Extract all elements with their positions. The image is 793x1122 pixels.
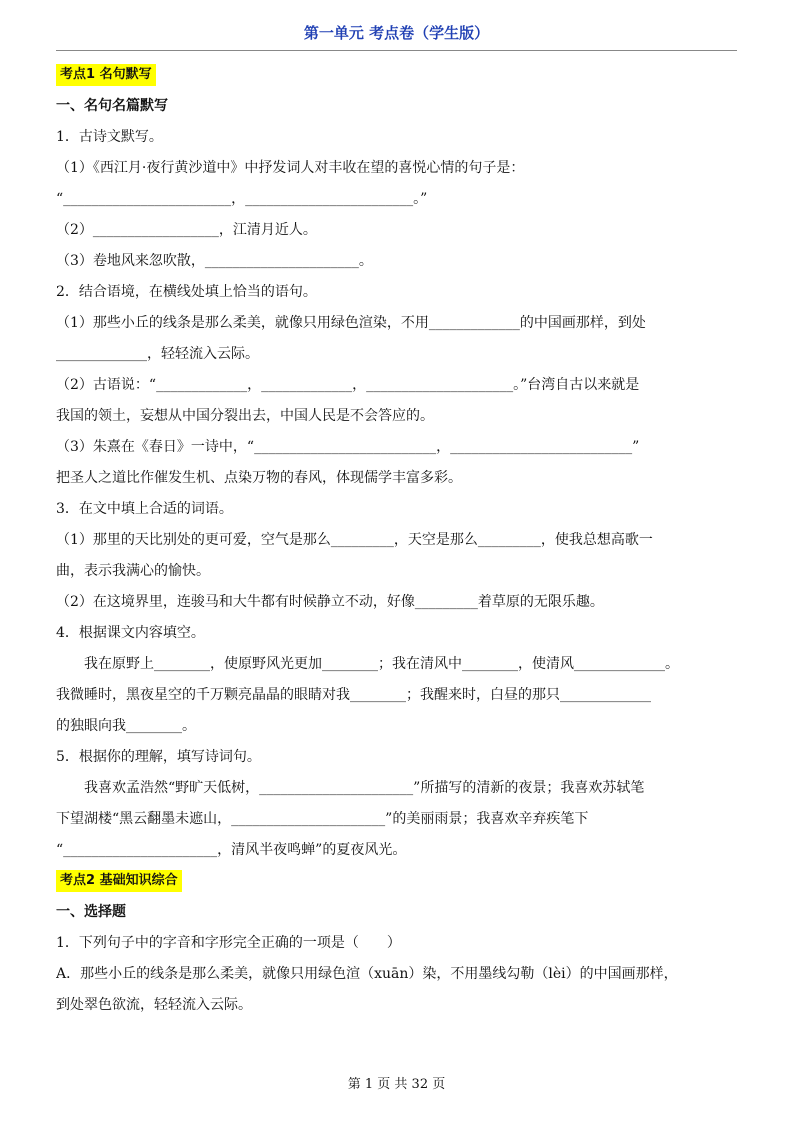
answer-blank-line: “________________________，________________________。” [56,191,428,207]
question-2: 2．结合语境，在横线处填上恰当的语句。 [56,284,317,300]
question-5-passage: 我喜欢孟浩然“野旷天低树，______________________”所描写的清新的夜景；我喜欢苏轼笔 [84,780,645,796]
question-2-2-cont: 我国的领土，妄想从中国分裂出去，中国人民是不会答应的。 [56,408,434,424]
question-2-1-cont: _____________，轻轻流入云际。 [56,346,259,362]
question-3-2: （2）在这境界里，连骏马和大牛都有时候静立不动，好像_________着草原的无限乐趣。 [56,594,604,610]
section-1 [56,60,738,866]
question-5-passage-end: “______________________，清风半夜鸣蝉”的夏夜风光。 [56,842,407,858]
question-3-1-cont: 曲，表示我满心的愉快。 [56,563,210,579]
mc-option-a: A．那些小丘的线条是那么柔美，就像只用绿色渲（xuān）染，不用墨线勾勒（lèi）的中国画那样， [56,966,678,982]
question-4-passage-end: 的独眼向我________。 [56,718,196,734]
section-badge: 考点1 名句默写 [56,64,156,86]
question-3-1: （1）那里的天比别处的更可爱，空气是那么_________，天空是那么_________，使我总想高歌一 [56,532,653,548]
page-content [56,60,738,1021]
question-1-1: （1）《西江月·夜行黄沙道中》中抒发词人对丰收在望的喜悦心情的句子是： [56,160,525,176]
mc-question-1: 1．下列句子中的字音和字形完全正确的一项是（ ） [56,935,401,951]
question-1-3: （3）卷地风来忽吹散，______________________。 [56,253,373,269]
header-divider [56,50,737,51]
section-badge-line [56,60,738,91]
question-3: 3．在文中填上合适的词语。 [56,501,233,517]
section-badge: 考点2 基础知识综合 [56,870,182,892]
section-2 [56,866,738,1021]
question-5: 5．根据你的理解，填写诗词句。 [56,749,261,765]
question-2-3: （3）朱熹在《春日》一诗中，“__________________________，__________________________” [56,439,640,455]
question-2-3-cont: 把圣人之道比作催发生机、点染万物的春风，体现儒学丰富多彩。 [56,470,462,486]
question-4-passage-cont: 我微睡时，黑夜星空的千万颗亮晶晶的眼睛对我________；我醒来时，白昼的那只_____________ [56,687,651,703]
subsection-heading: 一、名句名篇默写 [56,98,168,114]
question-1-2: （2）__________________，江清月近人。 [56,222,317,238]
page-header-title: 第一单元 考点卷（学生版） [303,24,490,42]
question-4-passage: 我在原野上________，使原野风光更加________；我在清风中________，使清风_____________。 [84,656,679,672]
question-5-passage-cont: 下望湖楼“黑云翻墨未遮山，______________________”的美丽雨景；我喜欢辛弃疾笔下 [56,811,589,827]
question-2-2: （2）古语说：“_____________，_____________，_____________________。”台湾自古以来就是 [56,377,640,393]
mc-option-a-cont: 到处翠色欲流，轻轻流入云际。 [56,997,252,1013]
subsection-heading: 一、选择题 [56,904,126,920]
page-footer: 第 1 页 共 32 页 [347,1077,446,1092]
question-4: 4．根据课文内容填空。 [56,625,205,641]
section-badge-line [56,866,738,897]
question-2-1: （1）那些小丘的线条是那么柔美，就像只用绿色渲染，不用_____________的中国画那样，到处 [56,315,646,331]
question-1: 1．古诗文默写。 [56,129,163,145]
